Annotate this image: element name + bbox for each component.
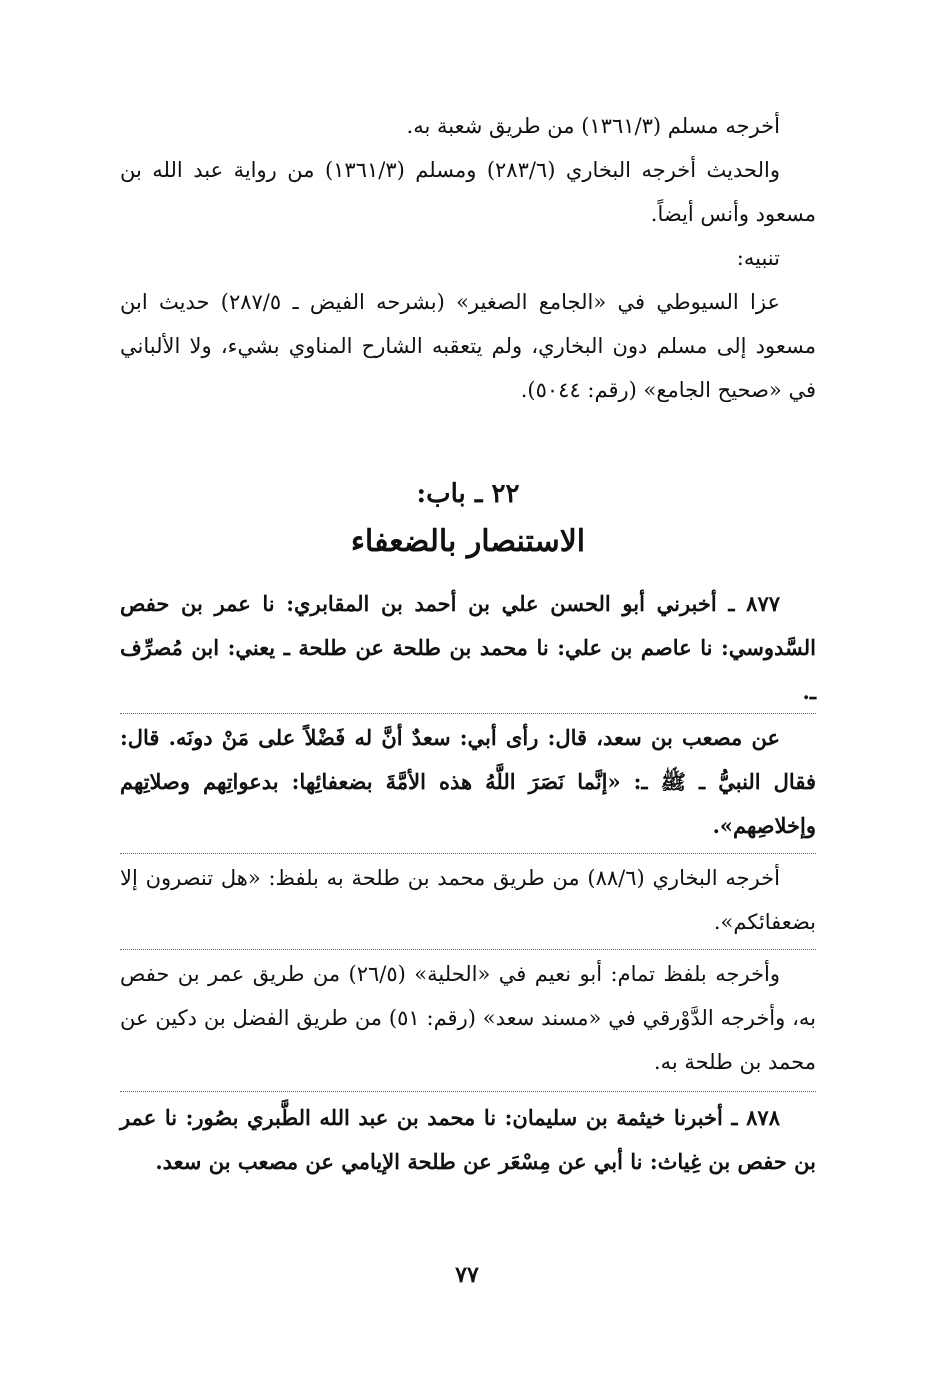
takhrij-note: وأخرجه بلفظ تمام: أبو نعيم في «الحلية» (٢٦/٥) من طريق عمر بن حفص به، وأخرجه الدَّوْرقي في «مسند سعد» (رقم: ٥١) من طريق الفضل بن دكين عن محمد بن طلحة به. [120, 962, 816, 1074]
chapter-number: ٢٢ ـ باب: [416, 479, 520, 509]
note-paragraph: والحديث أخرجه البخاري (٢٨٣/٦) ومسلم (١٣٦١/٣) من رواية عبد الله بن مسعود وأنس أيضاً. [120, 158, 816, 226]
hadith-877-notes-2 [120, 952, 816, 1084]
hadith-matn: عن مصعب بن سعد، قال: رأى أبي: سعدٌ أنَّ له فَضْلاً على مَنْ دونَه. قال: فقال النبيُّ ـ ﷺ ـ: «إنَّما نَصَرَ اللَّهُ هذه الأمَّةَ بضعفائِها: بدعواتِهم وصلاتِهم وإخلاصِهم». [120, 725, 816, 838]
takhrij-note: أخرجه البخاري (٨٨/٦) من طريق محمد بن طلحة به بلفظ: «هل تنصرون إلا بضعفائكم». [120, 866, 816, 934]
top-notes [120, 104, 816, 412]
hadith-877-matn [120, 716, 816, 848]
divider [120, 949, 816, 950]
divider [120, 1091, 816, 1092]
hadith-isnad: ٨٧٨ ـ أخبرنا خيثمة بن سليمان: نا محمد بن عبد الله الطَّبري بصُور: نا عمر بن حفص بن غِياث: نا أبي عن مِسْعَر عن طلحة الإيامي عن مصعب بن سعد. [120, 1105, 816, 1174]
note-paragraph: أخرجه مسلم (١٣٦١/٣) من طريق شعبة به. [406, 114, 780, 138]
page-number: ٧٧ [455, 1262, 479, 1288]
hadith-878 [120, 1096, 816, 1184]
note-paragraph: عزا السيوطي في «الجامع الصغير» (بشرحه الفيض ـ ٢٨٧/٥) حديث ابن مسعود إلى مسلم دون البخاري، ولم يتعقبه الشارح المناوي بشيء، ولا الألباني في «صحيح الجامع» (رقم: ٥٠٤٤). [120, 290, 816, 402]
hadith-877-notes [120, 856, 816, 944]
divider [120, 713, 816, 714]
divider [120, 853, 816, 854]
hadith-isnad: ٨٧٧ ـ أخبرني أبو الحسن علي بن أحمد بن المقابري: نا عمر بن حفص السَّدوسي: نا عاصم بن علي: نا محمد بن طلحة عن طلحة ـ يعني: ابن مُصرِّف ـ. [120, 591, 816, 704]
chapter-title: الاستنصار بالضعفاء [350, 524, 586, 559]
note-heading: تنبيه: [736, 246, 780, 270]
hadith-877 [120, 582, 816, 714]
